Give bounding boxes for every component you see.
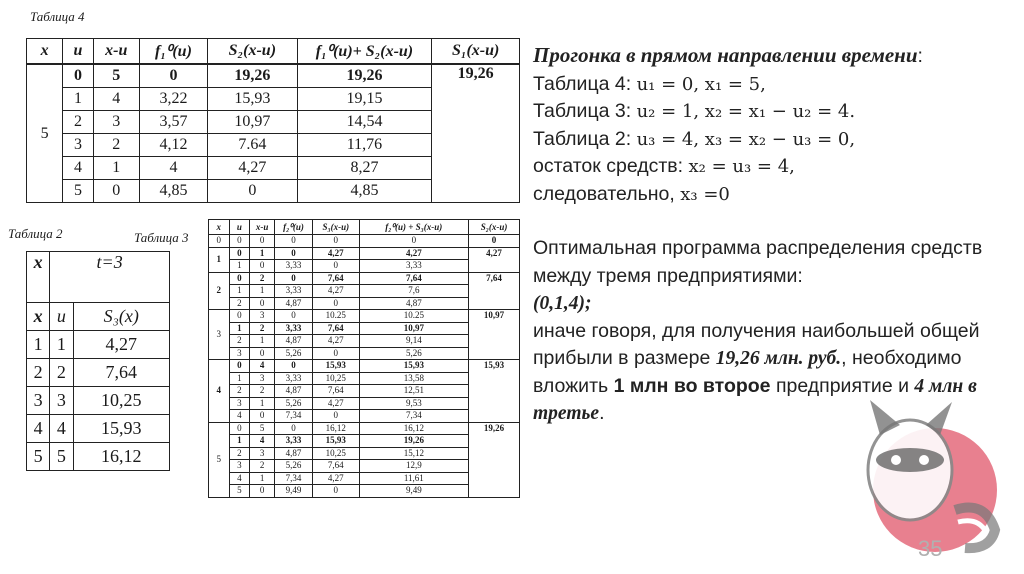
t3-x-cell: 4 bbox=[209, 360, 230, 423]
t3-cell: 7,64 bbox=[313, 322, 360, 335]
t3-cell: 1 bbox=[229, 285, 250, 298]
t2-cell: 1 bbox=[27, 331, 50, 359]
table-row bbox=[27, 331, 170, 359]
t3-cell: 4 bbox=[229, 410, 250, 423]
t3-cell: 16,12 bbox=[359, 422, 468, 435]
t4-cell: 7.64 bbox=[208, 134, 298, 157]
t4-cell: 8,27 bbox=[297, 157, 432, 180]
t4-cell: 2 bbox=[93, 134, 139, 157]
t4-cell: 5 bbox=[93, 64, 139, 88]
t3-cell: 4,27 bbox=[359, 247, 468, 260]
t3-cell: 4,87 bbox=[275, 335, 313, 348]
t2-u-head: u bbox=[50, 303, 73, 331]
t3-cell: 7,64 bbox=[313, 460, 360, 473]
t4-cell: 5 bbox=[63, 180, 93, 203]
t3-cell: 2 bbox=[250, 385, 275, 398]
t4-header: u bbox=[63, 39, 93, 65]
t2-cell: 16,12 bbox=[73, 443, 170, 471]
p2-i: . bbox=[599, 402, 605, 424]
t3-cell: 0 bbox=[275, 422, 313, 435]
t2-cell: 5 bbox=[50, 443, 73, 471]
table-2 bbox=[26, 251, 170, 471]
t3-header: x-u bbox=[250, 220, 275, 235]
t4-cell: 4,85 bbox=[297, 180, 432, 203]
t3-cell: 7,64 bbox=[359, 272, 468, 285]
line3-math: u₃ = 4, x₃ = x₂ − u₃ = 0, bbox=[636, 128, 856, 150]
max-profit: 19,26 млн. руб. bbox=[715, 348, 842, 369]
t4-header: x-u bbox=[93, 39, 139, 65]
t3-cell: 7,34 bbox=[275, 410, 313, 423]
t4-cell: 4 bbox=[63, 157, 93, 180]
t3-cell: 0 bbox=[313, 235, 360, 248]
table-row bbox=[209, 310, 520, 323]
p2-a: Оптимальная программа распределения средств между тремя предприятиями: bbox=[533, 237, 983, 287]
t4-header: f₁⁰(u)+ S₂(x-u) bbox=[297, 39, 432, 65]
t3-cell: 4,87 bbox=[275, 297, 313, 310]
t3-cell: 7,64 bbox=[313, 385, 360, 398]
table-row bbox=[209, 272, 520, 285]
line5-math: x₃ =0 bbox=[680, 183, 730, 205]
t3-x-cell: 2 bbox=[209, 272, 230, 310]
t3-best-cell: 4,27 bbox=[469, 247, 520, 272]
heading: Прогонка в прямом направлении времени bbox=[533, 43, 918, 67]
t2-cell: 4 bbox=[27, 415, 50, 443]
t4-cell: 19,15 bbox=[297, 88, 432, 111]
t4-cell: 15,93 bbox=[208, 88, 298, 111]
t3-cell: 1 bbox=[229, 322, 250, 335]
t3-cell: 0 bbox=[229, 272, 250, 285]
line2-math: u₂ = 1, x₂ = x₁ − u₂ = 4. bbox=[636, 101, 856, 122]
invest-second: 1 млн во второе bbox=[613, 374, 771, 397]
t4-cell: 0 bbox=[93, 180, 139, 203]
t3-cell: 9,14 bbox=[359, 335, 468, 348]
line1-label: Таблица 4: bbox=[533, 72, 637, 95]
t3-cell: 5,26 bbox=[359, 347, 468, 360]
page-number: 35 bbox=[918, 536, 943, 561]
table-row bbox=[27, 415, 170, 443]
t3-cell: 7,64 bbox=[313, 272, 360, 285]
t3-cell: 0 bbox=[229, 422, 250, 435]
t3-cell: 0 bbox=[275, 360, 313, 373]
table3-caption: Таблица 3 bbox=[134, 230, 189, 245]
t3-cell: 0 bbox=[275, 310, 313, 323]
t2-cell: 4,27 bbox=[73, 331, 170, 359]
t3-cell: 3,33 bbox=[275, 372, 313, 385]
t3-cell: 10.25 bbox=[313, 310, 360, 323]
t4-cell: 1 bbox=[93, 157, 139, 180]
t3-cell: 0 bbox=[229, 235, 250, 248]
t3-cell: 2 bbox=[250, 322, 275, 335]
t3-cell: 0 bbox=[313, 347, 360, 360]
t3-cell: 3 bbox=[229, 460, 250, 473]
t3-cell: 15,12 bbox=[359, 447, 468, 460]
t3-cell: 0 bbox=[275, 235, 313, 248]
t3-cell: 4,87 bbox=[275, 447, 313, 460]
table-row bbox=[209, 422, 520, 435]
table-row bbox=[27, 387, 170, 415]
line4-math: x₂ = u₃ = 4, bbox=[688, 156, 795, 177]
t3-cell: 10,25 bbox=[313, 447, 360, 460]
t3-cell: 0 bbox=[275, 272, 313, 285]
t4-cell: 3 bbox=[93, 111, 139, 134]
t2-t-head: t=3 bbox=[50, 252, 170, 303]
t3-cell: 0 bbox=[250, 485, 275, 498]
t4-cell: 14,54 bbox=[297, 111, 432, 134]
t3-cell: 7,34 bbox=[359, 410, 468, 423]
t4-cell: 19,26 bbox=[297, 64, 432, 88]
t3-header: u bbox=[229, 220, 250, 235]
t3-cell: 3 bbox=[229, 397, 250, 410]
t3-cell: 0 bbox=[313, 485, 360, 498]
t3-cell: 1 bbox=[250, 285, 275, 298]
t2-cell: 15,93 bbox=[73, 415, 170, 443]
table2-caption: Таблица 2 bbox=[8, 226, 63, 241]
t3-cell: 12,9 bbox=[359, 460, 468, 473]
t3-cell: 3,33 bbox=[275, 285, 313, 298]
t2-cell: 3 bbox=[50, 387, 73, 415]
t3-cell: 19,26 bbox=[359, 435, 468, 448]
table-3 bbox=[208, 219, 520, 498]
p2-g: предприятие и bbox=[770, 374, 915, 397]
t3-cell: 2 bbox=[250, 272, 275, 285]
table-row bbox=[209, 235, 520, 248]
table-row bbox=[27, 359, 170, 387]
t4-cell: 11,76 bbox=[297, 134, 432, 157]
line3-label: Таблица 2: bbox=[533, 127, 637, 150]
t3-cell: 0 bbox=[359, 235, 468, 248]
t3-cell: 3 bbox=[250, 310, 275, 323]
t3-cell: 4,87 bbox=[275, 385, 313, 398]
p2-e: , необходимо вложить bbox=[533, 347, 962, 397]
t4-cell: 0 bbox=[208, 180, 298, 203]
t3-cell: 0 bbox=[250, 235, 275, 248]
t3-best-cell: 19,26 bbox=[469, 422, 520, 497]
raccoon-logo-icon bbox=[840, 360, 1020, 560]
t3-header: f₂⁰(u) bbox=[275, 220, 313, 235]
t2-cell: 5 bbox=[27, 443, 50, 471]
t3-cell: 0 bbox=[250, 347, 275, 360]
table-row bbox=[209, 360, 520, 373]
t4-header: x bbox=[27, 39, 63, 65]
t3-cell: 4,27 bbox=[313, 472, 360, 485]
invest-third: 4 млн в третье bbox=[533, 375, 977, 424]
t3-cell: 0 bbox=[229, 360, 250, 373]
t3-cell: 9,53 bbox=[359, 397, 468, 410]
t4-cell: 3 bbox=[63, 134, 93, 157]
t3-cell: 5,26 bbox=[275, 347, 313, 360]
t3-cell: 16,12 bbox=[313, 422, 360, 435]
t2-cell: 4 bbox=[50, 415, 73, 443]
t3-cell: 15,93 bbox=[313, 360, 360, 373]
table4-caption: Таблица 4 bbox=[30, 9, 85, 24]
t3-cell: 1 bbox=[229, 372, 250, 385]
optimal-plan: (0,1,4); bbox=[533, 293, 592, 314]
t4-cell: 3,22 bbox=[139, 88, 207, 111]
t3-cell: 1 bbox=[250, 247, 275, 260]
t3-cell: 2 bbox=[250, 460, 275, 473]
line2-label: Таблица 3: bbox=[533, 100, 637, 122]
t3-cell: 3 bbox=[250, 372, 275, 385]
table-row bbox=[27, 443, 170, 471]
t3-cell: 10,97 bbox=[359, 322, 468, 335]
t3-best-cell: 7,64 bbox=[469, 272, 520, 310]
t2-cell: 3 bbox=[27, 387, 50, 415]
p2-c: иначе говоря, для получения наибольшей общей прибыли в размере bbox=[533, 319, 980, 369]
t3-header: S₂(x-u) bbox=[469, 220, 520, 235]
t3-cell: 5 bbox=[229, 485, 250, 498]
t3-cell: 7,6 bbox=[359, 285, 468, 298]
t3-cell: 3 bbox=[229, 347, 250, 360]
t3-cell: 0 bbox=[250, 410, 275, 423]
t3-cell: 0 bbox=[229, 247, 250, 260]
t3-header: f₂⁰(u) + S₃(x-u) bbox=[359, 220, 468, 235]
t3-cell: 1 bbox=[250, 472, 275, 485]
t3-x-cell: 3 bbox=[209, 310, 230, 360]
t3-cell: 1 bbox=[250, 397, 275, 410]
t3-cell: 0 bbox=[313, 297, 360, 310]
t3-best-cell: 15,93 bbox=[469, 360, 520, 423]
t3-x-cell: 5 bbox=[209, 422, 230, 497]
t3-cell: 3,33 bbox=[359, 260, 468, 273]
t4-header: S₁(x-u) bbox=[432, 39, 520, 65]
line5-label: следовательно, bbox=[533, 182, 681, 205]
t3-cell: 3 bbox=[250, 447, 275, 460]
t4-cell: 0 bbox=[139, 64, 207, 88]
line1-math: u₁ = 0, x₁ = 5, bbox=[636, 73, 766, 95]
t3-cell: 4,27 bbox=[313, 397, 360, 410]
t3-x-cell: 1 bbox=[209, 247, 230, 272]
table-4 bbox=[26, 38, 520, 203]
t3-cell: 0 bbox=[313, 260, 360, 273]
t3-cell: 13,58 bbox=[359, 372, 468, 385]
t4-header: f₁⁰(u) bbox=[139, 39, 207, 65]
t3-cell: 3,33 bbox=[275, 435, 313, 448]
t3-cell: 1 bbox=[229, 435, 250, 448]
t3-x-cell: 0 bbox=[209, 235, 230, 248]
table-row bbox=[27, 64, 520, 88]
t3-cell: 5,26 bbox=[275, 397, 313, 410]
t3-cell: 0 bbox=[229, 310, 250, 323]
t3-cell: 10,25 bbox=[313, 372, 360, 385]
t2-cell: 2 bbox=[50, 359, 73, 387]
t3-cell: 11,61 bbox=[359, 472, 468, 485]
t3-cell: 15,93 bbox=[313, 435, 360, 448]
t3-cell: 10.25 bbox=[359, 310, 468, 323]
t4-cell: 3,57 bbox=[139, 111, 207, 134]
t3-cell: 4 bbox=[250, 435, 275, 448]
t3-cell: 9,49 bbox=[275, 485, 313, 498]
t3-cell: 7,34 bbox=[275, 472, 313, 485]
t3-cell: 4 bbox=[229, 472, 250, 485]
t3-cell: 1 bbox=[250, 335, 275, 348]
t4-cell: 0 bbox=[63, 64, 93, 88]
t3-cell: 2 bbox=[229, 297, 250, 310]
t4-best-cell: 19,26 bbox=[432, 64, 520, 203]
t3-cell: 4 bbox=[250, 360, 275, 373]
t4-cell: 19,26 bbox=[208, 64, 298, 88]
t3-cell: 2 bbox=[229, 335, 250, 348]
t3-cell: 0 bbox=[250, 260, 275, 273]
t4-cell: 4,12 bbox=[139, 134, 207, 157]
t3-cell: 9,49 bbox=[359, 485, 468, 498]
t4-cell: 4,85 bbox=[139, 180, 207, 203]
t3-cell: 1 bbox=[229, 260, 250, 273]
t2-cell: 2 bbox=[27, 359, 50, 387]
t3-cell: 3,33 bbox=[275, 260, 313, 273]
t4-cell: 4 bbox=[139, 157, 207, 180]
t4-x-cell: 5 bbox=[27, 64, 63, 203]
t2-s-head: S₃(x) bbox=[73, 303, 170, 331]
t3-header: x bbox=[209, 220, 230, 235]
t4-cell: 4,27 bbox=[208, 157, 298, 180]
t4-header: S₂(x-u) bbox=[208, 39, 298, 65]
t3-header: S₃(x-u) bbox=[313, 220, 360, 235]
t3-best-cell: 10,97 bbox=[469, 310, 520, 360]
t3-cell: 5,26 bbox=[275, 460, 313, 473]
t3-cell: 2 bbox=[229, 447, 250, 460]
table-row bbox=[209, 247, 520, 260]
t4-cell: 4 bbox=[93, 88, 139, 111]
t3-cell: 5 bbox=[250, 422, 275, 435]
t3-cell: 0 bbox=[313, 410, 360, 423]
t3-cell: 4,27 bbox=[313, 285, 360, 298]
t3-cell: 4,27 bbox=[313, 247, 360, 260]
t4-cell: 1 bbox=[63, 88, 93, 111]
t3-cell: 15,93 bbox=[359, 360, 468, 373]
heading-colon: : bbox=[917, 45, 923, 67]
t2-x-head: x bbox=[27, 252, 50, 303]
t2-cell: 7,64 bbox=[73, 359, 170, 387]
t2-cell: 10,25 bbox=[73, 387, 170, 415]
t3-cell: 4,87 bbox=[359, 297, 468, 310]
t3-cell: 3,33 bbox=[275, 322, 313, 335]
t3-cell: 4,27 bbox=[313, 335, 360, 348]
t4-cell: 2 bbox=[63, 111, 93, 134]
line4-label: остаток средств: bbox=[533, 155, 689, 177]
t3-cell: 12,51 bbox=[359, 385, 468, 398]
t4-cell: 10,97 bbox=[208, 111, 298, 134]
t2-cell: 1 bbox=[50, 331, 73, 359]
t3-cell: 0 bbox=[275, 247, 313, 260]
t3-best-cell: 0 bbox=[469, 235, 520, 248]
t2-x2-head: x bbox=[27, 303, 50, 331]
t3-cell: 2 bbox=[229, 385, 250, 398]
t3-cell: 0 bbox=[250, 297, 275, 310]
